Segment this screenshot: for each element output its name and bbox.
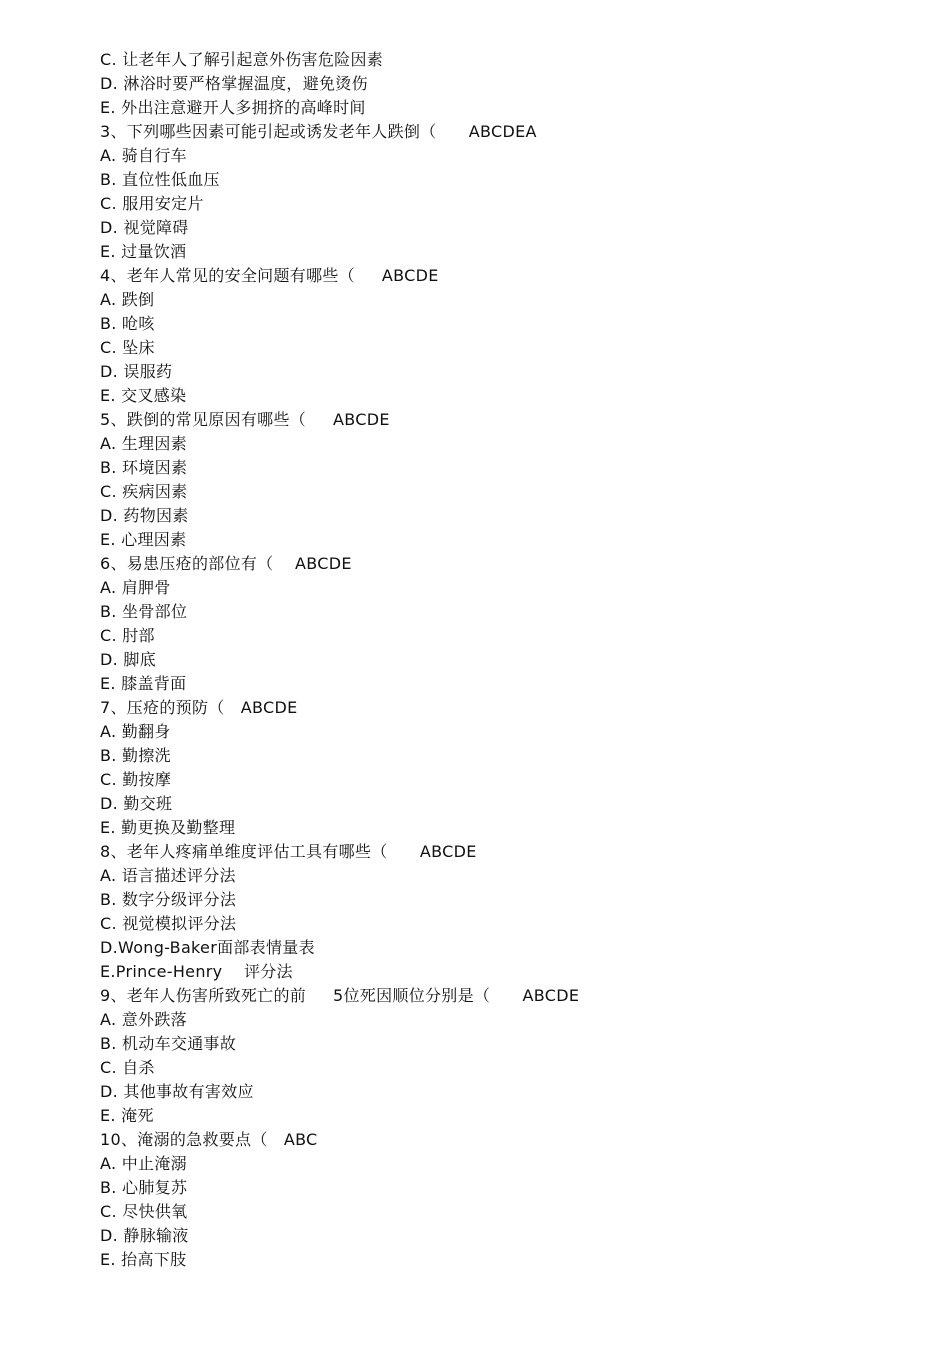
q8-option-c: C. 视觉模拟评分法: [100, 914, 237, 933]
q4-option-c: C. 坠床: [100, 338, 155, 357]
q4-option-e: E. 交叉感染: [100, 386, 187, 405]
q8-option-a: A. 语言描述评分法: [100, 866, 236, 885]
option-d-line: D. 淋浴时要严格掌握温度，避免烫伤: [100, 74, 368, 93]
q4-option-d: D. 误服药: [100, 362, 173, 381]
q6-option-e: E. 膝盖背面: [100, 674, 187, 693]
question-9: 9、老年人伤害所致死亡的前 5位死因顺位分别是（ ABCDE: [100, 986, 580, 1005]
q7-option-d: D. 勤交班: [100, 794, 173, 813]
q5-option-c: C. 疾病因素: [100, 482, 188, 501]
q4-option-b: B. 呛咳: [100, 314, 155, 333]
option-c-line: C. 让老年人了解引起意外伤害危险因素: [100, 50, 384, 69]
q7-option-a: A. 勤翻身: [100, 722, 171, 741]
q6-option-a: A. 肩胛骨: [100, 578, 171, 597]
question-3: 3、下列哪些因素可能引起或诱发老年人跌倒（ ABCDEA: [100, 122, 537, 141]
q5-option-e: E. 心理因素: [100, 530, 187, 549]
q8-option-d: D.Wong-Baker面部表情量表: [100, 938, 315, 957]
q10-option-c: C. 尽快供氧: [100, 1202, 188, 1221]
q3-option-d: D. 视觉障碍: [100, 218, 189, 237]
q3-option-a: A. 骑自行车: [100, 146, 187, 165]
question-6: 6、易患压疮的部位有（ ABCDE: [100, 554, 352, 573]
q10-option-e: E. 抬高下肢: [100, 1250, 187, 1269]
q5-option-b: B. 环境因素: [100, 458, 188, 477]
q6-option-c: C. 肘部: [100, 626, 155, 645]
question-5: 5、跌倒的常见原因有哪些（ ABCDE: [100, 410, 390, 429]
q3-option-c: C. 服用安定片: [100, 194, 204, 213]
document-body: [100, 48, 900, 1272]
q7-option-c: C. 勤按摩: [100, 770, 172, 789]
q9-option-b: B. 机动车交通事故: [100, 1034, 237, 1053]
option-e-line: E. 外出注意避开人多拥挤的高峰时间: [100, 98, 366, 117]
q10-option-a: A. 中止淹溺: [100, 1154, 187, 1173]
q6-option-d: D. 脚底: [100, 650, 156, 669]
q5-option-d: D. 药物因素: [100, 506, 189, 525]
q4-option-a: A. 跌倒: [100, 290, 155, 309]
q3-option-e: E. 过量饮酒: [100, 242, 187, 261]
q9-option-a: A. 意外跌落: [100, 1010, 187, 1029]
question-4: 4、老年人常见的安全问题有哪些（ ABCDE: [100, 266, 439, 285]
q8-option-b: B. 数字分级评分法: [100, 890, 237, 909]
question-10: 10、淹溺的急救要点（ ABC: [100, 1130, 318, 1149]
q7-option-e: E. 勤更换及勤整理: [100, 818, 236, 837]
q8-option-e: E.Prince-Henry 评分法: [100, 962, 293, 981]
q9-option-c: C. 自杀: [100, 1058, 155, 1077]
q7-option-b: B. 勤擦洗: [100, 746, 171, 765]
q3-option-b: B. 直位性低血压: [100, 170, 220, 189]
q9-option-e: E. 淹死: [100, 1106, 154, 1125]
question-8: 8、老年人疼痛单维度评估工具有哪些（ ABCDE: [100, 842, 477, 861]
q10-option-d: D. 静脉输液: [100, 1226, 189, 1245]
question-7: 7、压疮的预防（ ABCDE: [100, 698, 298, 717]
q10-option-b: B. 心肺复苏: [100, 1178, 188, 1197]
q9-option-d: D. 其他事故有害效应: [100, 1082, 254, 1101]
q5-option-a: A. 生理因素: [100, 434, 187, 453]
q6-option-b: B. 坐骨部位: [100, 602, 188, 621]
